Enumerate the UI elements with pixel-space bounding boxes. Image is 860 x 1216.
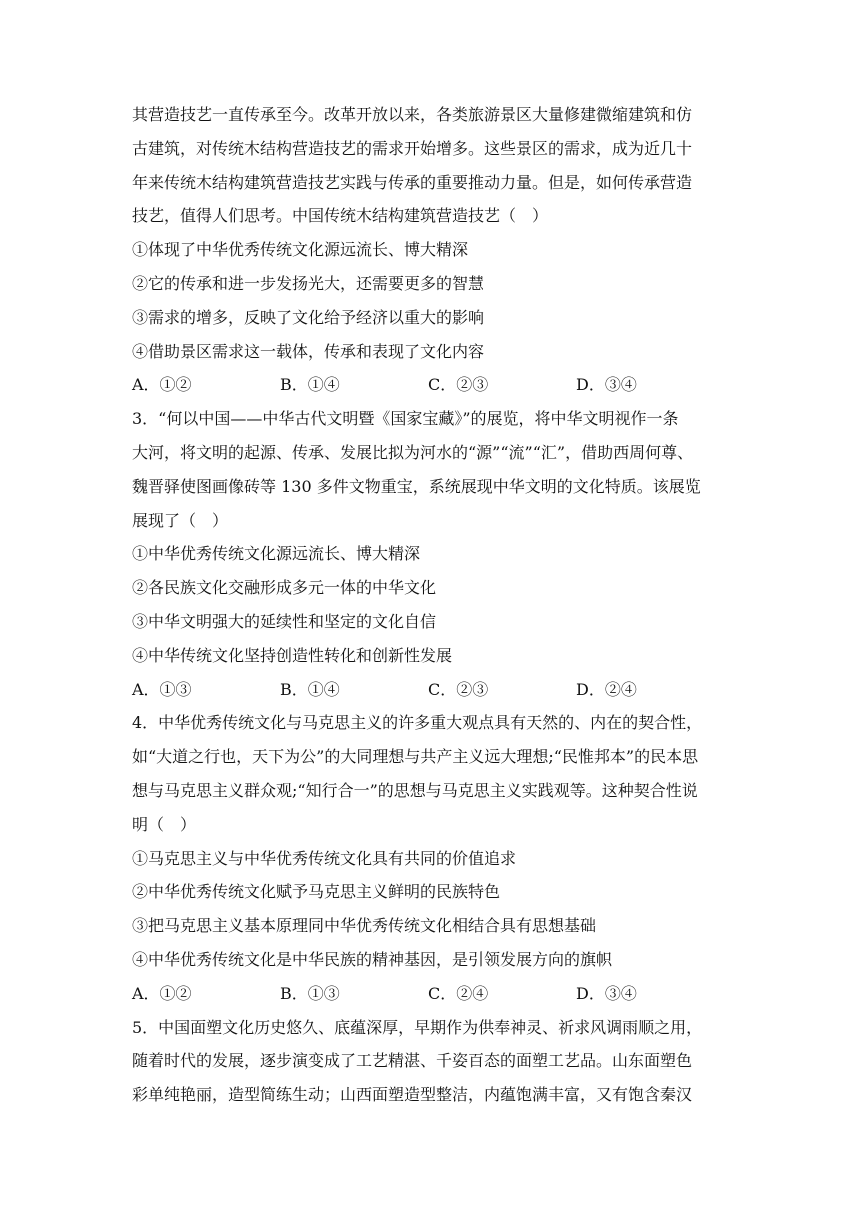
question-3: [132, 402, 742, 706]
document-content: [132, 98, 742, 1112]
question-4: [132, 706, 742, 1010]
option-a: A．①③: [132, 679, 192, 699]
option-d: D．③④: [576, 375, 637, 395]
option-d: D．②④: [576, 679, 637, 699]
option-b: B．①④: [280, 375, 340, 395]
question-stem-line: 3．“何以中国——中华古代文明暨《国家宝藏》”的展览，将中华文明视作一条: [132, 409, 679, 429]
statement-item: ④中华传统文化坚持创造性转化和创新性发展: [132, 645, 453, 665]
statement-item: ②它的传承和进一步发扬光大，还需要更多的智慧: [132, 273, 485, 293]
option-a: A．①②: [132, 375, 192, 395]
question-stem-line: 彩单纯艳丽，造型简练生动；山西面塑造型整洁，内蕴饱满丰富，又有饱含秦汉: [132, 1085, 693, 1105]
option-b: B．①③: [280, 983, 340, 1003]
statement-item: ①马克思主义与中华优秀传统文化具有共同的价值追求: [132, 848, 517, 868]
statement-item: ④借助景区需求这一载体，传承和表现了文化内容: [132, 341, 485, 361]
question-stem-line: 随着时代的发展，逐步演变成了工艺精湛、千姿百态的面塑工艺品。山东面塑色: [132, 1051, 693, 1071]
statement-item: ②中华优秀传统文化赋予马克思主义鲜明的民族特色: [132, 882, 501, 902]
statement-item: ③中华文明强大的延续性和坚定的文化自信: [132, 611, 437, 631]
question-stem-line: 其营造技艺一直传承至今。改革开放以来，各类旅游景区大量修建微缩建筑和仿: [132, 105, 693, 124]
question-stem-line: 技艺，值得人们思考。中国传统木结构建筑营造技艺（ ）: [132, 206, 549, 226]
statement-item: ④中华优秀传统文化是中华民族的精神基因，是引领发展方向的旗帜: [132, 949, 613, 969]
question-stem-line: 大河，将文明的起源、传承、发展比拟为河水的“源”“流”“汇”，借助西周何尊、: [132, 442, 694, 462]
option-c: C．②③: [428, 679, 489, 699]
statement-item: ①中华优秀传统文化源远流长、博大精深: [132, 544, 421, 564]
question-stem-line: 年来传统木结构建筑营造技艺实践与传承的重要推动力量。但是，如何传承营造: [132, 172, 693, 192]
question-stem-line: 5．中国面塑文化历史悠久、底蕴深厚，早期作为供奉神灵、祈求风调雨顺之用，: [132, 1017, 703, 1037]
answer-options: [132, 673, 742, 707]
answer-options: [132, 977, 742, 1011]
statement-item: ③需求的增多，反映了文化给予经济以重大的影响: [132, 307, 485, 327]
answer-options: [132, 368, 742, 402]
question-stem-line: 明（ ）: [132, 814, 197, 834]
question-stem-line: 古建筑，对传统木结构营造技艺的需求开始增多。这些景区的需求，成为近几十: [132, 138, 693, 158]
question-stem-line: 4．中华优秀传统文化与马克思主义的许多重大观点具有天然的、内在的契合性，: [132, 713, 703, 733]
option-a: A．①②: [132, 983, 192, 1003]
statement-item: ③把马克思主义基本原理同中华优秀传统文化相结合具有思想基础: [132, 916, 597, 936]
statement-item: ①体现了中华优秀传统文化源远流长、博大精深: [132, 240, 469, 260]
option-c: C．②④: [428, 983, 489, 1003]
question-stem-line: 展现了（ ）: [132, 510, 229, 530]
option-c: C．②③: [428, 375, 489, 395]
question-stem-line: 如“大道之行也，天下为公”的大同理想与共产主义远大理想;“民惟邦本”的民本思: [132, 747, 699, 767]
question-stem-line: 想与马克思主义群众观;“知行合一”的思想与马克思主义实践观等。这种契合性说: [132, 780, 698, 800]
question-5: [132, 1011, 742, 1112]
option-d: D．③④: [576, 983, 637, 1003]
question-2: [132, 98, 742, 402]
option-b: B．①④: [280, 679, 340, 699]
question-stem-line: 魏晋驿使图画像砖等 130 多件文物重宝，系统展现中华文明的文化特质。该展览: [132, 476, 701, 496]
statement-item: ②各民族文化交融形成多元一体的中华文化: [132, 578, 437, 598]
